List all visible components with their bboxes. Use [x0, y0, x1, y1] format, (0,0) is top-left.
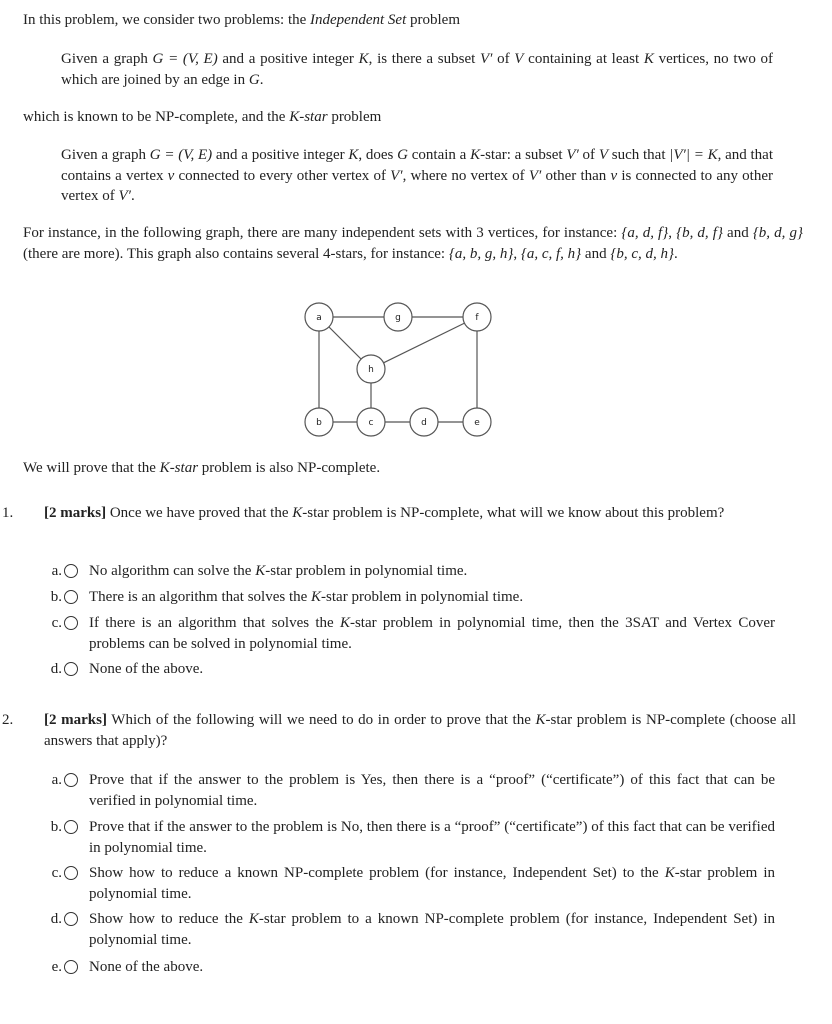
q2-option-a-checkbox[interactable] — [64, 773, 78, 787]
node-f — [463, 303, 491, 331]
independent-set-term: Independent Set — [310, 12, 407, 28]
example-paragraph: For instance, in the following graph, there are many independent sets with 3 vertices, for instance: {a, d, f}, {b, d, f} and {b, d, g} (there are more). This graph also contains several 4-stars, for instance: {a, b, g, h}, {a, c, f, h} and {b, c, d, h}. — [23, 225, 804, 262]
node-a — [305, 303, 333, 331]
q2-option-e-checkbox[interactable] — [64, 960, 78, 974]
q1-option-b[interactable]: b. There is an algorithm that solves the K-star problem in polynomial time. — [50, 589, 524, 605]
node-h — [357, 355, 385, 383]
q1-marks: [2 marks] — [44, 505, 107, 521]
svg-text:e: e — [474, 418, 480, 428]
node-b — [305, 408, 333, 436]
svg-text:a: a — [316, 313, 322, 323]
q1-option-c[interactable]: c. If there is an algorithm that solves the K-star problem in polynomial time, then the 3SAT and Vertex Cover problems can be solved in polynomial time. — [51, 615, 775, 652]
q2-option-b-checkbox[interactable] — [64, 820, 78, 834]
svg-text:c: c — [368, 418, 374, 428]
svg-text:d: d — [421, 418, 427, 428]
svg-text:f: f — [475, 313, 479, 323]
q2-option-b[interactable]: b. Prove that if the answer to the problem is No, then there is a “proof” (“certificate”) of this fact that can be verified in polynomial time. — [50, 819, 775, 856]
q2-option-d-checkbox[interactable] — [64, 912, 78, 926]
q1-option-d-radio[interactable] — [64, 662, 78, 676]
q2-option-e[interactable]: e. None of the above. — [51, 959, 204, 975]
question-2: 2. [2 marks] Which of the following will we need to do in order to prove that the K-star problem is NP-complete (choose all answers that apply)? — [2, 712, 797, 749]
q2-option-c[interactable]: c. Show how to reduce a known NP-complete problem (for instance, Independent Set) to the K-star problem in polynomial time. — [51, 865, 775, 902]
node-e — [463, 408, 491, 436]
q1-option-a[interactable]: a. No algorithm can solve the K-star problem in polynomial time. — [51, 563, 468, 579]
independent-set-definition: Given a graph G = (V, E) and a positive integer K, is there a subset V′ of V containing at least K vertices, no two of which are joined by an edge in G. — [61, 51, 774, 88]
svg-text:b: b — [316, 418, 322, 428]
svg-text:g: g — [395, 313, 401, 323]
intro-paragraph: In this problem, we consider two problems: the Independent Set problem — [23, 12, 460, 28]
k-star-definition: Given a graph G = (V, E) and a positive integer K, does G contain a K-star: a subset V′ of V such that |V′| = K, and that contains a vertex v connected to every other vertex of V′, where no vertex of V′ other than v is connected to any other vertex of V′. — [61, 147, 774, 204]
q1-option-c-radio[interactable] — [64, 616, 78, 630]
svg-text:h: h — [368, 365, 374, 375]
q2-option-d[interactable]: d. Show how to reduce the K-star problem to a known NP-complete problem (for instance, Independent Set) in polynomial time. — [50, 911, 776, 948]
example-graph — [300, 300, 498, 440]
question-1: 1. [2 marks] Once we have proved that the K-star problem is NP-complete, what will we know about this problem? — [2, 505, 725, 521]
q2-option-c-checkbox[interactable] — [64, 866, 78, 880]
node-c — [357, 408, 385, 436]
node-d — [410, 408, 438, 436]
prove-statement: We will prove that the K-star problem is also NP-complete. — [23, 460, 381, 476]
node-g — [384, 303, 412, 331]
known-np-complete-paragraph: which is known to be NP-complete, and the K-star problem — [23, 109, 382, 125]
q1-option-d[interactable]: d. None of the above. — [50, 661, 204, 677]
q2-option-a[interactable]: a. Prove that if the answer to the problem is Yes, then there is a “proof” (“certificate”) of this fact that can be verified in polynomial time. — [51, 772, 775, 809]
q1-option-a-radio[interactable] — [64, 564, 78, 578]
q2-marks: [2 marks] — [44, 712, 107, 728]
q1-option-b-radio[interactable] — [64, 590, 78, 604]
